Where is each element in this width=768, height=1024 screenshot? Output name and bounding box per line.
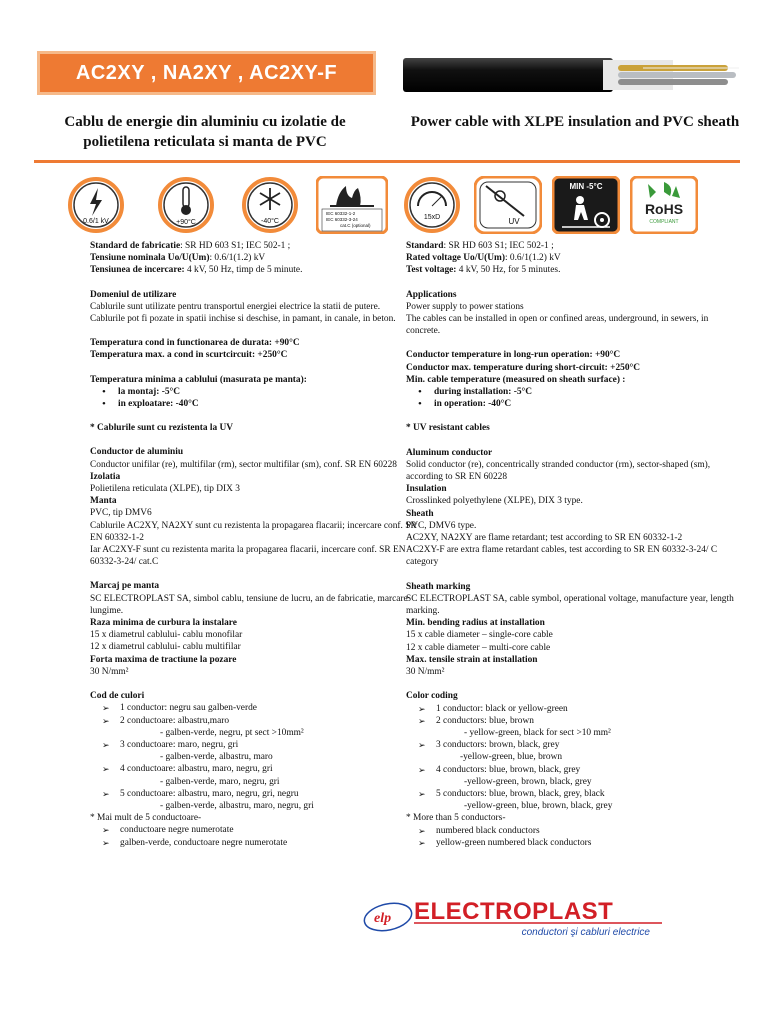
- subtitle-romanian: Cablu de energie din aluminiu cu izolatie de polietilena reticulata si manta de PVC: [64, 114, 346, 150]
- list-item: - yellow-green, black for sect >10 mm²: [464, 727, 611, 738]
- ro-conductor-text: Conductor unifilar (re), multifilar (rm), sector multifilar (sm), conf. SR EN 60228: [90, 459, 397, 470]
- product-title-banner: [40, 54, 373, 92]
- en-uv-note: * UV resistant cables: [406, 423, 490, 434]
- voltage-icon: [62, 176, 130, 234]
- ro-applications-2: Cablurile pot fi pozate in spatii inchise si deschise, in pamant, in canale, in beton.: [90, 314, 396, 325]
- thermometer-hot-icon: [152, 176, 220, 234]
- ro-bending-heading: Raza minima de curbura la instalare: [90, 618, 237, 629]
- en-applications-1: Power supply to power stations: [406, 301, 524, 312]
- en-pull-heading: Max. tensile strain at installation: [406, 654, 538, 665]
- voltage-label: 0.6/1 kV: [83, 218, 109, 225]
- temp-max-label: +90°C: [176, 219, 196, 226]
- ro-color-list: [90, 702, 420, 812]
- list-item: ➢ numbered black conductors: [406, 825, 736, 837]
- en-sheath-text-3: AC2XY-F are extra flame retardant cables, test according to SR EN 60332-3-24/ C category: [406, 545, 718, 568]
- list-item: ➢ 4 conductors: blue, brown, black, grey: [406, 764, 736, 776]
- en-color-list: [406, 703, 736, 813]
- ro-temp-short-circuit: Temperatura max. a cond in scurtcircuit: +250°C: [90, 350, 288, 361]
- ro-sheath-text-3: Iar AC2XY-F sunt cu rezistenta marita la propagarea flacarii, incercare conf. SR EN 60332-3-24/ cat.C: [90, 545, 406, 568]
- list-item: ➢ galben-verde, conductoare negre numerotate: [90, 837, 420, 849]
- flame-std-1: IEC 60332-1-2: [326, 211, 356, 216]
- list-item: ➢ conductoare negre numerotate: [90, 824, 420, 836]
- subtitle-english: Power cable with XLPE insulation and PVC sheath: [410, 114, 740, 130]
- en-conductor-heading: Aluminum conductor: [406, 447, 493, 458]
- snowflake-icon: [236, 176, 304, 234]
- ro-uv-note: * Cablurile sunt cu rezistenta la UV: [90, 423, 234, 434]
- ro-more-conductors: * Mai mult de 5 conductoare-: [90, 813, 202, 824]
- en-test-voltage: Test voltage: 4 kV, 50 Hz, for 5 minutes.: [406, 265, 561, 276]
- en-temp-short-circuit: Conductor max. temperature during short-circuit: +250°C: [406, 362, 641, 373]
- ro-min-temp-list: [90, 386, 420, 410]
- ro-applications-1: Cablurile sunt utilizate pentru transportul energiei electrice la statii de putere.: [90, 301, 381, 312]
- en-min-temp-heading: Min. cable temperature (measured on sheath surface) :: [406, 374, 626, 385]
- en-bending-heading: Min. bending radius at installation: [406, 618, 545, 629]
- ro-voltage: Tensiune nominala Uo/U(Um): 0.6/1(1.2) kV: [90, 253, 266, 264]
- list-item: - galben-verde, albastru, maro, negru, gri: [160, 800, 314, 811]
- en-voltage: Rated voltage Uo/U(Um): 0.6/1(1.2) kV: [406, 253, 561, 264]
- list-item: -yellow-green, brown, black, grey: [464, 776, 592, 787]
- en-marking-text: SC ELECTROPLAST SA, cable symbol, operational voltage, manufacture year, length marking.: [406, 593, 734, 617]
- ro-min-temp-heading: Temperatura minima a cablului (masurata pe manta):: [90, 374, 307, 385]
- list-item: • during installation: -5°C: [406, 386, 736, 398]
- product-title: AC2XY , NA2XY , AC2XY-F: [75, 61, 338, 84]
- en-applications-heading: Applications: [406, 289, 457, 300]
- list-item: ➢ 1 conductor: negru sau galben-verde: [90, 702, 420, 714]
- ro-marking-text: SC ELECTROPLAST SA, simbol cablu, tensiune de lucru, an de fabricatie, marcare lungime.: [90, 593, 408, 616]
- header-divider: [34, 160, 740, 163]
- electroplast-logo: [360, 893, 666, 939]
- en-sheath-text-1: PVC, DMV6 type.: [406, 520, 477, 531]
- list-item: ➢ 2 conductors: blue, brown: [406, 715, 736, 727]
- en-color-heading: Color coding: [406, 691, 458, 702]
- ro-color-heading: Cod de culori: [90, 691, 145, 702]
- bending-radius-icon: [398, 176, 466, 234]
- list-item: ➢ 3 conductoare: maro, negru, gri: [90, 739, 420, 751]
- ro-applications-heading: Domeniul de utilizare: [90, 289, 177, 300]
- en-insulation-heading: Insulation: [406, 484, 447, 495]
- list-item: ➢ 3 conductors: brown, black, grey: [406, 739, 736, 751]
- en-sheath-text-2: AC2XY, NA2XY are flame retardant; test according to SR EN 60332-1-2: [406, 533, 683, 544]
- list-item: -yellow-green, blue, brown, black, grey: [464, 801, 613, 812]
- list-item: • la montaj: -5°C: [90, 386, 420, 398]
- flame-retardant-icon: [316, 176, 388, 234]
- logo-name: ELECTROPLAST: [414, 898, 614, 925]
- en-conductor-text: Solid conductor (re), concentrically stranded conductor (rm), sector-shaped (sm), according to SR EN 60228: [406, 459, 711, 483]
- ro-temp-operation: Temperatura cond in functionarea de durata: +90°C: [90, 338, 300, 349]
- list-item: - galben-verde, maro, negru, gri: [160, 776, 280, 787]
- romanian-column: [90, 240, 420, 849]
- en-marking-heading: Sheath marking: [406, 581, 471, 592]
- en-insulation-text: Crosslinked polyethylene (XLPE), DIX 3 type.: [406, 496, 583, 507]
- cable-image: [403, 56, 739, 94]
- list-item: • in operation: -40°C: [406, 398, 736, 410]
- ro-sheath-heading: Manta: [90, 496, 117, 507]
- ro-test-voltage: Tensiunea de incercare: 4 kV, 50 Hz, timp de 5 minute.: [90, 265, 303, 276]
- en-more-list: [406, 825, 736, 849]
- list-item: ➢ 1 conductor: black or yellow-green: [406, 703, 736, 715]
- ro-sheath-text-2: Cablurile AC2XY, NA2XY sunt cu rezistenta la propagarea flacarii; incercare conf. SR EN 60332-1-2: [90, 520, 417, 543]
- flame-std-3: cat.C (optional): [340, 223, 371, 228]
- ro-sheath-text-1: PVC, tip DMV6: [90, 508, 152, 519]
- list-item: ➢ 4 conductoare: albastru, maro, negru, gri: [90, 763, 420, 775]
- rohs-label: RoHS: [644, 201, 684, 217]
- logo-mark: elp: [374, 911, 392, 926]
- temp-min-label: -40°C: [261, 218, 279, 225]
- en-more-conductors: * More than 5 conductors-: [406, 813, 506, 824]
- ro-bending-text-1: 15 x diametrul cablului- cablu monofilar: [90, 630, 243, 641]
- en-applications-2: The cables can be installed in open or confined areas, underground, in sewers, in concrete.: [406, 314, 709, 337]
- ro-bending-text-2: 12 x diametrul cablului- cablu multifilar: [90, 642, 241, 653]
- ro-more-list: [90, 824, 420, 848]
- en-pull-text: 30 N/mm²: [406, 667, 445, 678]
- list-item: • in exploatare: -40°C: [90, 398, 420, 410]
- rohs-icon: [630, 176, 698, 234]
- ro-conductor-heading: Conductor de aluminiu: [90, 447, 184, 458]
- list-item: ➢ yellow-green numbered black conductors: [406, 837, 736, 849]
- en-min-temp-list: [406, 386, 736, 410]
- en-sheath-heading: Sheath: [406, 508, 434, 519]
- install-temp-label: MIN -5°C: [569, 182, 603, 191]
- en-bending-text-2: 12 x cable diameter – multi-core cable: [406, 642, 551, 653]
- min-install-temp-icon: [552, 176, 620, 234]
- list-item: ➢ 2 conductoare: albastru,maro: [90, 715, 420, 727]
- ro-standard: Standard de fabricatie: SR HD 603 S1; IEC 502-1 ;: [90, 241, 291, 251]
- ro-pull-heading: Forta maxima de tractiune la pozare: [90, 654, 237, 665]
- list-item: - galben-verde, negru, pt sect >10mm²: [160, 727, 304, 738]
- en-temp-operation: Conductor temperature in long-run operation: +90°C: [406, 350, 621, 361]
- ro-insulation-heading: Izolatia: [90, 471, 121, 482]
- list-item: - galben-verde, albastru, maro: [160, 752, 273, 763]
- ro-pull-text: 30 N/mm²: [90, 666, 129, 677]
- en-bending-text-1: 15 x cable diameter – single-core cable: [406, 630, 553, 641]
- en-standard: Standard: SR HD 603 S1; IEC 502-1 ;: [406, 241, 554, 251]
- bend-label: 15xD: [423, 214, 441, 221]
- uv-resistant-icon: [474, 176, 542, 234]
- english-column: [406, 240, 736, 849]
- logo-tagline: conductori şi cabluri electrice: [521, 927, 650, 938]
- flame-std-2: IEC 60332-3-24: [326, 217, 358, 222]
- ro-insulation-text: Polietilena reticulata (XLPE), tip DIX 3: [90, 484, 240, 495]
- rohs-sub-label: COMPLIANT: [649, 219, 679, 225]
- ro-marking-heading: Marcaj pe manta: [90, 581, 160, 592]
- list-item: ➢ 5 conductors: blue, brown, black, grey, black: [406, 788, 736, 800]
- list-item: ➢ 5 conductoare: albastru, maro, negru, gri, negru: [90, 788, 420, 800]
- list-item: -yellow-green, blue, brown: [460, 752, 563, 763]
- uv-label: UV: [508, 217, 520, 226]
